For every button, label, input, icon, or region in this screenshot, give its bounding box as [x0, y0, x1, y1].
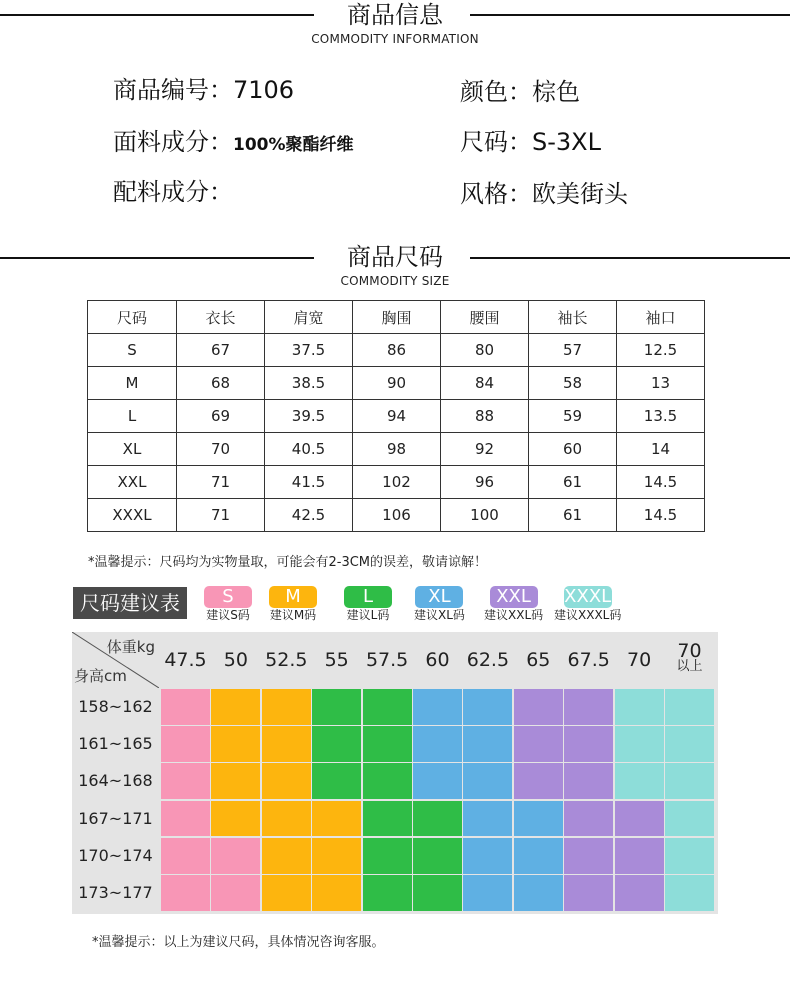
table-header-cell: 肩宽: [265, 301, 353, 334]
size-cell-xxl: [615, 875, 664, 911]
measurement-note: *温馨提示：尺码均为实物量取，可能会有2-3CM的误差，敬请谅解！: [88, 555, 488, 570]
table-cell: 70: [177, 433, 265, 466]
table-cell: 60: [529, 433, 617, 466]
table-cell: XXL: [88, 466, 177, 499]
lining-info: 配料成分：: [113, 178, 233, 206]
table-cell: 98: [353, 433, 441, 466]
size-cell-m: [312, 875, 361, 911]
size-cell-s: [161, 726, 210, 762]
legend-swatch: XL: [415, 586, 463, 608]
size-cell-xl: [463, 763, 512, 799]
height-row-label: 170~174: [78, 845, 153, 865]
size-cell-l: [363, 875, 412, 911]
legend-swatch: XXXL: [564, 586, 612, 607]
weight-header-cell-last: [665, 632, 714, 688]
size-cell-xl: [514, 875, 563, 911]
table-cell: 57: [529, 334, 617, 367]
size-cell-m: [312, 838, 361, 874]
table-cell: 42.5: [265, 499, 353, 532]
table-cell: 12.5: [617, 334, 705, 367]
weight-header-value: 70: [677, 640, 702, 662]
table-cell: 14.5: [617, 499, 705, 532]
grid-corner-header: [72, 632, 159, 688]
size-cell-xxl: [514, 726, 563, 762]
weight-header-cell: 65: [526, 649, 551, 671]
weight-header-cell: 50: [223, 649, 248, 671]
size-cell-xl: [413, 689, 462, 725]
size-table: [87, 300, 705, 532]
weight-header-cell: 60: [425, 649, 450, 671]
size-cell-xl: [514, 838, 563, 874]
size-recommend-title: 尺码建议表: [73, 587, 187, 619]
table-row: [88, 433, 705, 466]
height-row-label: 173~177: [78, 883, 153, 902]
table-row: [88, 400, 705, 433]
size-cell-xl: [463, 875, 512, 911]
table-row: [88, 499, 705, 532]
size-cell-xxxl: [615, 689, 664, 725]
table-cell: 58: [529, 367, 617, 400]
section-size-title: [0, 242, 790, 288]
size-cell-l: [363, 763, 412, 799]
table-cell: 41.5: [265, 466, 353, 499]
size-cell-xxl: [615, 838, 664, 874]
table-cell: 68: [177, 367, 265, 400]
size-cell-s: [211, 838, 260, 874]
size-cell-xxxl: [615, 763, 664, 799]
height-row-label: 158~162: [78, 697, 153, 716]
size-cell-s: [161, 875, 210, 911]
table-cell: 13.5: [617, 400, 705, 433]
size-cell-xxl: [564, 689, 613, 725]
weight-header-sub: 以上: [676, 659, 703, 674]
color-info: 颜色：棕色: [460, 78, 580, 106]
size-cell-l: [363, 689, 412, 725]
table-header-cell: 袖长: [529, 301, 617, 334]
height-row-label: 161~165: [78, 734, 153, 754]
legend-item-l: [344, 586, 392, 623]
table-cell: S: [88, 334, 177, 367]
legend-item-xxxl: [554, 586, 621, 623]
size-cell-m: [262, 801, 311, 837]
legend-label: 建议XXL码: [484, 608, 544, 622]
legend-item-xl: [414, 586, 465, 623]
weight-header-cell: 47.5: [164, 649, 207, 671]
size-cell-xl: [463, 689, 512, 725]
table-cell: 94: [353, 400, 441, 433]
table-cell: 14.5: [617, 466, 705, 499]
table-cell: 88: [441, 400, 529, 433]
size-cell-xl: [463, 838, 512, 874]
size-cell-xl: [514, 801, 563, 837]
weight-axis-label: 体重kg: [106, 638, 155, 656]
fabric-label: 面料成分：: [113, 128, 233, 156]
size-range-info: 尺码：S-3XL: [460, 128, 601, 156]
table-cell: 14: [617, 433, 705, 466]
table-row: [88, 334, 705, 367]
table-cell: 67: [177, 334, 265, 367]
size-cell-l: [413, 801, 462, 837]
table-header-cell: 胸围: [353, 301, 441, 334]
size-cell-xxl: [564, 801, 613, 837]
table-cell: 92: [441, 433, 529, 466]
table-row: [88, 367, 705, 400]
size-cell-xl: [413, 726, 462, 762]
size-cell-s: [161, 763, 210, 799]
table-cell: 13: [617, 367, 705, 400]
table-header-cell: 腰围: [441, 301, 529, 334]
weight-header-cell: 55: [324, 649, 349, 671]
height-row-label: 167~171: [78, 808, 153, 828]
size-cell-l: [413, 875, 462, 911]
size-cell-s: [161, 838, 210, 874]
weight-header-cell: 62.5: [466, 649, 510, 671]
size-cell-l: [363, 838, 412, 874]
item-number: 商品编号：7106: [113, 76, 295, 104]
height-row-label: 164~168: [78, 771, 153, 791]
weight-header-cell: 57.5: [365, 649, 409, 671]
table-header-cell: 衣长: [177, 301, 265, 334]
table-cell: 100: [441, 499, 529, 532]
legend-label: 建议XXXL码: [554, 608, 622, 622]
table-header-cell: 袖口: [617, 301, 705, 334]
section-title-en: COMMODITY SIZE: [340, 274, 450, 288]
size-cell-xl: [463, 726, 512, 762]
section-title-zh: 商品信息: [347, 1, 443, 29]
table-cell: 86: [353, 334, 441, 367]
size-cell-xxxl: [665, 875, 714, 911]
legend-swatch: XXL: [490, 586, 538, 608]
size-cell-m: [262, 875, 311, 911]
table-row: [88, 466, 705, 499]
table-cell: 39.5: [265, 400, 353, 433]
section-title-zh: 商品尺码: [347, 243, 443, 271]
table-cell: 37.5: [265, 334, 353, 367]
legend-label: 建议XL码: [414, 608, 465, 622]
size-cell-xxxl: [665, 763, 714, 799]
table-cell: 102: [353, 466, 441, 499]
size-cell-xxl: [514, 763, 563, 799]
size-cell-l: [312, 689, 361, 725]
size-cell-l: [413, 838, 462, 874]
table-cell: M: [88, 367, 177, 400]
table-cell: 71: [177, 466, 265, 499]
legend-item-m: [269, 586, 317, 623]
weight-header-cell: 52.5: [265, 649, 308, 671]
size-cell-m: [262, 763, 311, 799]
size-cell-xxl: [564, 763, 613, 799]
style-info: 风格：欧美街头: [460, 180, 628, 208]
height-axis-label: 身高cm: [74, 667, 127, 685]
size-cell-xxxl: [615, 726, 664, 762]
table-header-cell: 尺码: [88, 301, 177, 334]
table-cell: 38.5: [265, 367, 353, 400]
size-cell-xxl: [514, 689, 563, 725]
table-cell: 40.5: [265, 433, 353, 466]
size-cell-s: [211, 875, 260, 911]
size-cell-xxxl: [665, 726, 714, 762]
size-cell-xl: [463, 801, 512, 837]
size-cell-xxxl: [665, 838, 714, 874]
table-header-row: [88, 301, 705, 334]
size-cell-xxl: [615, 801, 664, 837]
legend-label: 建议L码: [346, 608, 390, 622]
size-cell-xxl: [564, 838, 613, 874]
table-cell: 69: [177, 400, 265, 433]
table-cell: L: [88, 400, 177, 433]
legend-label: 建议M码: [269, 608, 317, 622]
size-cell-l: [363, 801, 412, 837]
size-cell-m: [211, 763, 260, 799]
legend-swatch: L: [344, 586, 392, 608]
weight-header-cell: 67.5: [567, 649, 610, 671]
table-cell: 80: [441, 334, 529, 367]
section-info-title: [0, 0, 790, 46]
fabric-value: 100%聚酯纤维: [233, 135, 354, 155]
size-cell-s: [161, 689, 210, 725]
weight-header-cell: 70: [627, 649, 652, 671]
size-cell-s: [161, 801, 210, 837]
legend-swatch: S: [204, 586, 252, 608]
table-cell: 106: [353, 499, 441, 532]
legend-swatch: M: [269, 586, 317, 608]
table-cell: 90: [353, 367, 441, 400]
size-cell-m: [262, 726, 311, 762]
size-cell-m: [262, 838, 311, 874]
table-cell: XL: [88, 433, 177, 466]
size-cell-xxxl: [665, 801, 714, 837]
size-cell-xxl: [564, 875, 613, 911]
legend-item-xxl: [484, 586, 543, 623]
table-cell: 96: [441, 466, 529, 499]
size-cell-m: [211, 726, 260, 762]
table-cell: XXXL: [88, 499, 177, 532]
legend-label: 建议S码: [206, 608, 250, 622]
size-cell-l: [312, 763, 361, 799]
size-cell-xxxl: [665, 689, 714, 725]
table-cell: 84: [441, 367, 529, 400]
fabric-info: [113, 127, 354, 160]
table-cell: 61: [529, 499, 617, 532]
size-cell-m: [211, 801, 260, 837]
size-cell-xl: [413, 763, 462, 799]
size-cell-l: [312, 726, 361, 762]
size-cell-l: [363, 726, 412, 762]
table-cell: 71: [177, 499, 265, 532]
size-cell-m: [262, 689, 311, 725]
section-title-en: COMMODITY INFORMATION: [311, 32, 479, 46]
recommend-note: *温馨提示：以上为建议尺码，具体情况咨询客服。: [92, 935, 385, 950]
size-cell-m: [211, 689, 260, 725]
table-cell: 59: [529, 400, 617, 433]
size-cell-xxl: [564, 726, 613, 762]
legend-item-s: [204, 586, 252, 623]
size-cell-m: [312, 801, 361, 837]
table-cell: 61: [529, 466, 617, 499]
